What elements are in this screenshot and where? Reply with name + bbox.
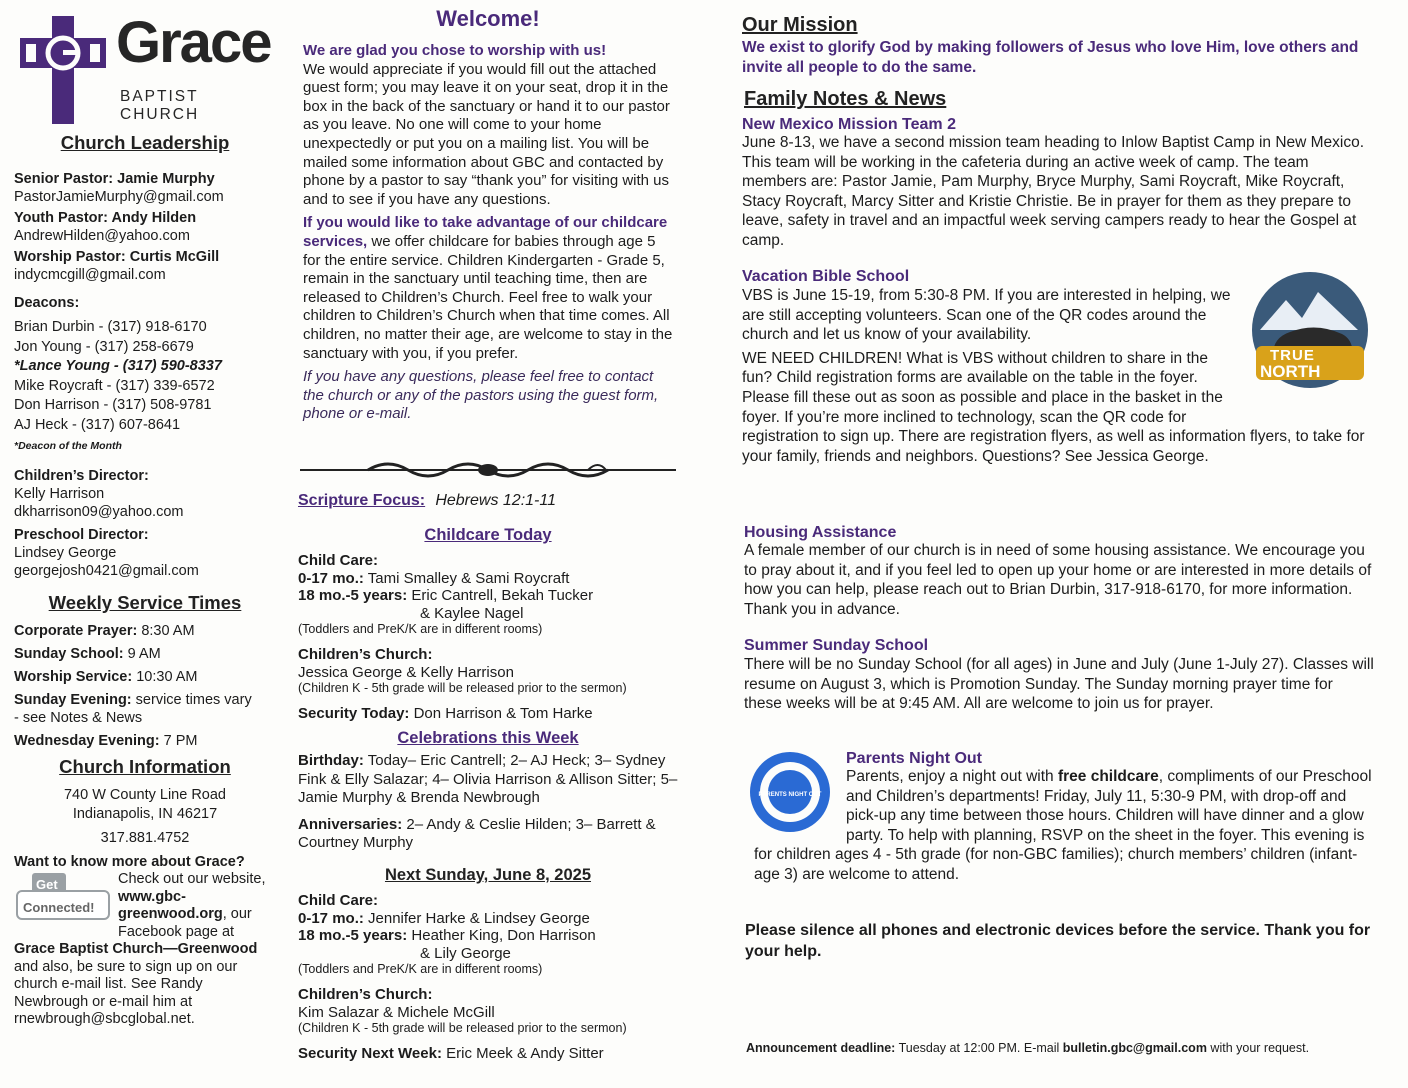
deadline-text-b: with your request. bbox=[1206, 1041, 1310, 1055]
next-sunday-heading: Next Sunday, June 8, 2025 bbox=[384, 866, 592, 884]
ornament-divider-icon bbox=[298, 458, 678, 482]
anniversaries-list: 2– Andy & Ceslie Hilden; 3– Barrett & Courtney Murphy bbox=[298, 815, 656, 852]
senior-pastor: Senior Pastor: Jamie Murphy bbox=[14, 171, 215, 187]
pno-text-a: Parents, enjoy a night out with bbox=[846, 768, 1058, 785]
deacon-of-month: *Lance Young - (317) 590-8337 bbox=[14, 358, 222, 374]
mission-text: We exist to glorify God by making followers of Jesus who love Him, love others and invite all people to do the same. bbox=[742, 39, 1359, 76]
toddler-workers: Eric Cantrell, Bekah Tucker bbox=[407, 587, 594, 604]
scripture-ref: Hebrews 12:1-11 bbox=[435, 492, 556, 509]
housing-title: Housing Assistance bbox=[744, 524, 897, 541]
pno-title: Parents Night Out bbox=[846, 750, 983, 767]
infant-workers: Tami Smalley & Sami Roycraft bbox=[363, 569, 570, 587]
service-label: Sunday School: bbox=[14, 646, 124, 662]
want-more-text-b: , our Facebook page at bbox=[118, 906, 252, 940]
service-label: Worship Service: bbox=[14, 669, 133, 685]
deacons-label: Deacons: bbox=[14, 295, 80, 311]
childcare-today-heading: Childcare Today bbox=[424, 526, 552, 544]
service-times-list bbox=[14, 622, 276, 750]
service-label: Sunday Evening: bbox=[14, 692, 132, 708]
deacon-note: *Deacon of the Month bbox=[14, 440, 122, 452]
preschool-director-label: Preschool Director: bbox=[14, 527, 149, 543]
cross-logo-icon bbox=[20, 16, 110, 124]
service-time: service times vary - see Notes & News bbox=[14, 692, 252, 726]
deacon-item: Jon Young - (317) 258-6679 bbox=[14, 338, 194, 355]
birthday-list: Today– Eric Cantrell; 2– AJ Heck; 3– Sydney Fink & Elly Salazar; 4– Olivia Harrison & Allison Sitter; 5– Jamie Murphy & Brenda Newbrough bbox=[298, 752, 678, 807]
security-names: Don Harrison & Tom Harke bbox=[409, 705, 593, 722]
worship-pastor: Worship Pastor: Curtis McGill bbox=[14, 249, 220, 265]
service-time: 9 AM bbox=[127, 646, 161, 662]
childrens-church-names: Jessica George & Kelly Harrison bbox=[298, 663, 514, 681]
church-logo bbox=[20, 10, 282, 124]
want-more-text bbox=[14, 871, 276, 1029]
announcement-deadline bbox=[746, 1039, 1382, 1059]
silence-notice: Please silence all phones and electronic devices before the service. Thank you for your help. bbox=[745, 922, 1371, 960]
badge-bottom-text: Connected! bbox=[23, 900, 95, 915]
nm-mission-body: June 8-13, we have a second mission team heading to Inlow Baptist Camp in New Mexico. This team will be working in the cafeteria during an active week of camp. The team members are: Pastor Jamie, Pam Murphy, Bryce Murphy, Sami Roycraft, Mike Roycraft, Stacy Roycraft, Marcy Sitter and Kristie Christie. Be in prayer for them as they prepare to leave, safety in travel and an impactful week serving campers ready to hear the Gospel at camp. bbox=[742, 134, 1365, 249]
summer-body: There will be no Sunday School (for all ages) in June and July (June 1-July 27). Classes will resume on August 3, which is Promotion Sunday. The Sunday morning prayer time for these weeks will be at 9:45 AM. All are welcome to join us for prayer. bbox=[744, 656, 1374, 713]
logo-subtitle: BAPTIST CHURCH bbox=[120, 88, 200, 123]
deacon-item: Brian Durbin - (317) 918-6170 bbox=[14, 319, 207, 335]
infant-workers: Jennifer Harke & Lindsey George bbox=[363, 909, 590, 927]
service-label: Corporate Prayer: bbox=[14, 623, 138, 639]
want-more-text-a: Check out our website, bbox=[118, 871, 266, 887]
church-info-heading: Church Information bbox=[59, 756, 231, 777]
senior-pastor-email: PastorJamieMurphy@gmail.com bbox=[14, 189, 224, 205]
vbs-body bbox=[742, 286, 1372, 466]
toddler-workers-2: & Kaylee Nagel bbox=[420, 604, 524, 622]
service-times-heading: Weekly Service Times bbox=[48, 592, 242, 613]
security-label: Security Today: bbox=[298, 705, 410, 722]
childrens-director-label: Children’s Director: bbox=[14, 468, 149, 484]
toddler-label: 18 mo.-5 years: bbox=[298, 587, 408, 604]
childrens-church-label: Children’s Church: bbox=[298, 986, 433, 1003]
deadline-label: Announcement deadline: bbox=[746, 1041, 896, 1055]
service-time: 10:30 AM bbox=[136, 669, 198, 685]
want-more-text-c: and also, be sure to sign up on our church e-mail list. See Randy Newbrough or e-mail him at rnewbrough@sbcglobal.net. bbox=[14, 958, 238, 1027]
service-time: 7 PM bbox=[163, 733, 198, 749]
toddler-workers: Heather King, Don Harrison bbox=[407, 927, 596, 944]
pno-text-b: , compliments of our Preschool and Children’s departments! Friday, July 11, 5:30-9 PM, with drop-off and pick-up any time between those hours. Children will have dinner and a glow party. To help with planning, RSVP on the sheet in the foyer. This evening is for children ages 4 - 5th grade (for non-GBC families); church members’ children (infant-age 3) are welcome to attend. bbox=[754, 768, 1372, 883]
worship-pastor-email: indycmcgill@gmail.com bbox=[14, 267, 166, 283]
childcare-today bbox=[298, 552, 678, 723]
leadership-list bbox=[14, 170, 276, 580]
deacon-item: AJ Heck - (317) 607-8641 bbox=[14, 416, 181, 433]
scripture-label: Scripture Focus: bbox=[298, 492, 426, 509]
service-label: Wednesday Evening: bbox=[14, 733, 160, 749]
pno-badge-text: PARENTS NIGHT OUT bbox=[758, 792, 822, 798]
welcome-lead: We are glad you chose to worship with us! bbox=[303, 42, 607, 59]
childrens-church-note: (Children K - 5th grade will be released prior to the sermon) bbox=[298, 681, 627, 695]
address-line-1: 740 W County Line Road bbox=[63, 787, 226, 803]
toddler-workers-2: & Lily George bbox=[420, 944, 511, 962]
childrens-director-name: Kelly Harrison bbox=[14, 486, 105, 502]
preschool-director-name: Lindsey George bbox=[14, 545, 117, 561]
service-time: 8:30 AM bbox=[141, 623, 195, 639]
pno-free-childcare: free childcare bbox=[1057, 768, 1159, 785]
child-care-label: Child Care: bbox=[298, 892, 379, 909]
welcome-text: We would appreciate if you would fill out the attached guest form; you may leave it on your seat, drop it in the box in the back of the sanctuary or hand it to our pastor as you leave. No one will come to your home unexpectedly or put you on a mailing list. You will be mailed some information about GBC and contacted by phone by a pastor to say “thank you” for visiting with us and to see if you have any questions. bbox=[303, 60, 670, 208]
bulletin-email[interactable]: bulletin.gbc@gmail.com bbox=[1062, 1041, 1207, 1055]
childrens-church-note: (Children K - 5th grade will be released prior to the sermon) bbox=[298, 1021, 627, 1035]
welcome-body bbox=[303, 42, 677, 424]
childrens-church-names: Kim Salazar & Michele McGill bbox=[298, 1003, 495, 1021]
security-label: Security Next Week: bbox=[298, 1045, 442, 1062]
leadership-heading: Church Leadership bbox=[60, 132, 230, 153]
address-line-2: Indianapolis, IN 46217 bbox=[72, 806, 218, 822]
vbs-logo-bottom: NORTH bbox=[1260, 362, 1321, 381]
toddler-label: 18 mo.-5 years: bbox=[298, 927, 408, 944]
nm-mission-title: New Mexico Mission Team 2 bbox=[742, 116, 956, 133]
pno-body bbox=[754, 767, 1378, 885]
birthday-label: Birthday: bbox=[298, 752, 364, 769]
childrens-church-label: Children’s Church: bbox=[298, 646, 433, 663]
security-names: Eric Meek & Andy Sitter bbox=[441, 1045, 604, 1062]
celebrations bbox=[298, 752, 680, 853]
deacon-item: Don Harrison - (317) 508-9781 bbox=[14, 397, 212, 413]
logo-wordmark: Grace bbox=[116, 10, 271, 75]
summer-title: Summer Sunday School bbox=[744, 637, 929, 654]
scripture-focus bbox=[298, 492, 678, 511]
vbs-body-1: VBS is June 15-19, from 5:30-8 PM. If you are interested in helping, we are still accepting volunteers. Scan one of the QR codes around the church and let us know of your availability. bbox=[742, 287, 1231, 344]
website-link[interactable]: www.gbc-greenwood.org bbox=[118, 888, 223, 922]
church-phone: 317.881.4752 bbox=[100, 830, 190, 846]
youth-pastor-email: AndrewHilden@yahoo.com bbox=[14, 228, 190, 244]
welcome-heading: Welcome! bbox=[436, 6, 540, 31]
rooms-note: (Toddlers and PreK/K are in different rooms) bbox=[298, 962, 543, 976]
child-care-label: Child Care: bbox=[298, 552, 379, 569]
deacon-item: Mike Roycraft - (317) 339-6572 bbox=[14, 377, 215, 394]
vbs-logo-top: TRUE bbox=[1270, 347, 1315, 364]
church-info bbox=[14, 786, 276, 848]
badge-top-text: Get bbox=[36, 877, 58, 892]
vbs-body-2: WE NEED CHILDREN! What is VBS without children to share in the fun? Child registration forms are available on the table in the foyer. Please fill these out as soon as possible and place in the basket in the foyer. If you’re more inclined to technology, scan the QR code for registration to sign up. There are registration flyers, as well as information flyers, to take for your family, friends and neighbors. Questions? See Jessica George. bbox=[742, 349, 1365, 465]
youth-pastor: Youth Pastor: Andy Hilden bbox=[14, 210, 197, 226]
vbs-title: Vacation Bible School bbox=[742, 268, 910, 285]
facebook-page: Grace Baptist Church—Greenwood bbox=[14, 941, 258, 957]
housing-body: A female member of our church is in need of some housing assistance. We encourage you to pray about it, and if you feel led to open up your home or are interested in more details of how you can help, please reach out to Brian Durbin, 317-918-6170, for more information. Thank you in advance. bbox=[744, 542, 1372, 618]
questions-text: If you have any questions, please feel free to contact the church or any of the pastors using the guest form, phone or e-mail. bbox=[303, 368, 659, 423]
anniversaries-label: Anniversaries: bbox=[298, 815, 403, 833]
childcare-text: we offer childcare for babies through age 5 for the entire service. Children Kindergarten - Grade 5, remain in the sanctuary until teaching time, then are released to Children’s Church. Feel free to walk your children to Children’s Church when that time comes. All children, no matter their age, are welcome to stay in the sanctuary with you, if you prefer. bbox=[303, 232, 673, 362]
news-heading: Family Notes & News bbox=[744, 88, 947, 110]
preschool-director-email: georgejosh0421@gmail.com bbox=[14, 563, 199, 579]
childcare-lead: If you would like to take advantage of our childcare services, bbox=[303, 214, 668, 250]
celebrations-heading: Celebrations this Week bbox=[397, 729, 579, 747]
infant-label: 0-17 mo.: bbox=[298, 909, 364, 927]
infant-label: 0-17 mo.: bbox=[298, 569, 364, 587]
want-more-heading: Want to know more about Grace? bbox=[14, 854, 245, 870]
next-sunday bbox=[298, 892, 678, 1063]
childrens-director-email: dkharrison09@yahoo.com bbox=[14, 504, 184, 520]
deadline-text-a: Tuesday at 12:00 PM. E-mail bbox=[895, 1041, 1063, 1055]
rooms-note: (Toddlers and PreK/K are in different rooms) bbox=[298, 622, 543, 636]
mission-heading: Our Mission bbox=[742, 14, 858, 36]
